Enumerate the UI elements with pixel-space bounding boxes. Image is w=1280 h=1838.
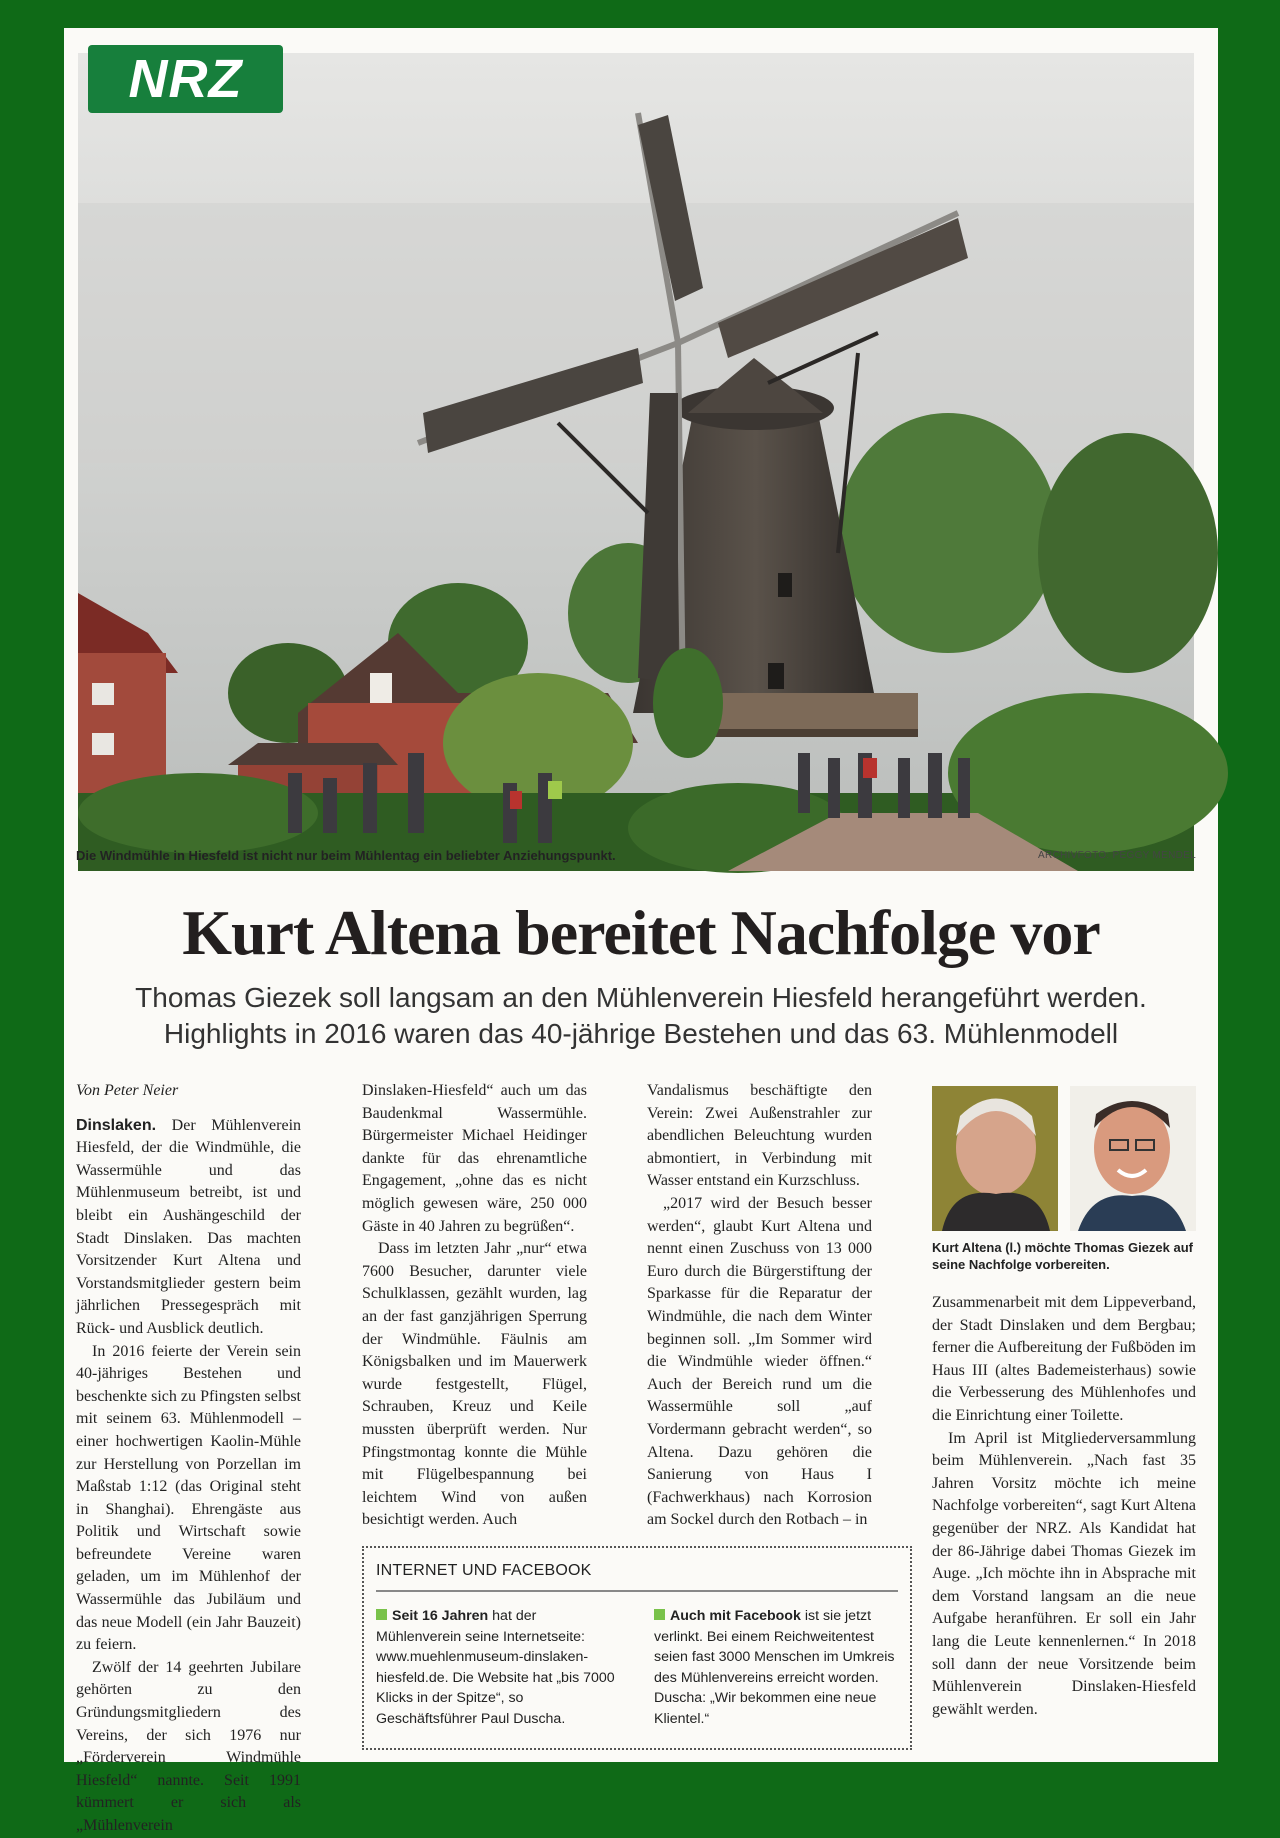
- subheadline: [64, 980, 1218, 1052]
- headline: Kurt Altena bereitet Nachfolge vor: [182, 897, 1100, 968]
- paragraph: Vandalismus beschäftigte den Verein: Zwei Außenstrahler zur abendlichen Beleuchtung wurden abmontiert, in Verbindung mit Wasser entstand ein Kurzschluss.: [647, 1082, 872, 1190]
- newspaper-page: [64, 28, 1218, 1834]
- paragraph: „2017 wird der Besuch besser werden“, glaubt Kurt Altena und nennt einen Zuschuss von 13 000 Euro durch die Bürgerstiftung der Sparkasse für die Reparatur der Windmühle, die nach dem Winter beginnen soll. „Im Sommer wird die Windmühle wieder öffnen.“ Auch der Bereich rund um die Wassermühle soll „auf Vordermann gebracht werden“, so Altena. Dazu gehören die Sanierung von Haus I (Fachwerkhaus) nach Korrosion am Sockel durch den Rotbach – in: [647, 1194, 872, 1529]
- info-lead: Seit 16 Jahren: [392, 1608, 489, 1624]
- paragraph: Dinslaken-Hiesfeld“ auch um das Baudenkmal Wassermühle. Bürgermeister Michael Heidinger dankte für das ehrenamtliche Engagement, „ohne das es nicht möglich gewesen wäre, 250 000 Gäste in 40 Jahren zu begrüßen“.: [362, 1082, 587, 1235]
- divider: [376, 1590, 898, 1592]
- paragraph: Zwölf der 14 geehrten Jubilare gehörten zu den Gründungsmitgliedern des Vereins, der sich 1976 nur „Förderverein Windmühle Hiesfeld“ nannte. Seit 1991 kümmert er sich als „Mühlenverein: [76, 1658, 301, 1834]
- info-text: ist sie jetzt verlinkt. Bei einem Reichweitentest seien fast 3000 Menschen im Umkreis des Mühlenvereins erreicht worden. Duscha: „Wir bekommen eine neue Klientel.“: [654, 1608, 895, 1727]
- nrz-logo: [88, 45, 283, 113]
- paragraph: Zusammenarbeit mit dem Lippeverband, der Stadt Dinslaken und dem Bergbau; ferner die Aufbereitung der Fußböden im Haus III (altes Bademeisterhaus) sowie die Verbesserung des Mühlenhofes und die Einrichtung einer Toilette.: [932, 1294, 1196, 1424]
- paragraph: In 2016 feierte der Verein sein 40-jähriges Bestehen und beschenkte sich zu Pfingsten selbst mit seinem 63. Mühlenmodell – einer hochwertigen Kaolin-Mühle zur Herstellung von Porzellan im Maßstab 1:12 (das Original steht in Shanghai). Ehrengäste aus Politik und Wirtschaft sowie befreundete Vereine waren geladen, um im Mühlenhof der Wassermühle das Jubiläum und das neue Modell (ein Jahr Bauzeit) zu feiern.: [76, 1342, 301, 1654]
- info-box-right: [654, 1606, 898, 1729]
- green-square-icon: [376, 1609, 387, 1620]
- article-column-3: [647, 1080, 872, 1532]
- info-lead: Auch mit Facebook: [670, 1608, 801, 1624]
- article-column-2: [362, 1080, 587, 1532]
- info-box-left: [376, 1606, 620, 1729]
- paragraph: Dass im letzten Jahr „nur“ etwa 7600 Besucher, darunter viele Schulklassen, gezählt wurden, lag an der fast ganzjährigen Sperrung der Windmühle. Fäulnis am Königsbalken und im Mauerwerk wurde festgestellt, Flügel, Schrauben, Kreuz und Keile mussten überprüft werden. Nur Pfingstmontag konnte die Mühle mit Flügelbespannung bei leichtem Wind von außen besichtigt werden. Auch: [362, 1240, 587, 1529]
- photo-caption: Die Windmühle in Hiesfeld ist nicht nur beim Mühlentag ein beliebter Anziehungspunkt.: [76, 848, 616, 863]
- photo-credit: ARCHIVFOTO: PEGGY MENDEL: [1038, 850, 1196, 861]
- article-column-4: [932, 1292, 1196, 1721]
- portrait-caption: Kurt Altena (l.) möchte Thomas Giezek auf seine Nachfolge vorbereiten.: [932, 1240, 1194, 1272]
- windmill-photo: [78, 53, 1194, 871]
- info-text: hat der Mühlenverein seine Internetseite: www.muehlenmuseum-dinslaken-hiesfeld.de. Die Website hat „bis 7000 Klicks in der Spitze“, so Geschäftsführer Paul Duscha.: [376, 1608, 615, 1727]
- portrait-photos: [932, 1086, 1196, 1231]
- subhead-line-1: Thomas Giezek soll langsam an den Mühlenverein Hiesfeld herangeführt werden.: [135, 982, 1147, 1013]
- paragraph: [76, 1115, 301, 1341]
- paragraph: Im April ist Mitgliederversammlung beim Mühlenverein. „Nach fast 35 Jahren Vorsitz möchte ich meine Nachfolge vorbereiten“, sagt Kurt Altena gegenüber der NRZ. Als Kandidat hat der 86-Jährige dabei Thomas Giezek im Auge. „Ich möchte ihn in Absprache mit dem Vorstand langsam an die neue Aufgabe heranführen. Er soll ein Jahr lang die Leute kennenlernen.“ In 2018 soll dann der neue Vorsitzende beim Mühlenverein Dinslaken-Hiesfeld gewählt werden.: [932, 1429, 1196, 1718]
- article-column-1: [76, 1080, 301, 1838]
- subhead-line-2: Highlights in 2016 waren das 40-jährige Bestehen und das 63. Mühlenmodell: [163, 1018, 1119, 1049]
- paragraph-text: Der Mühlenverein Hiesfeld, der die Windmühle, die Wassermühle und das Mühlenmuseum betreibt, ist und bleibt ein Aushängeschild der Stadt Dinslaken. Das machten Vorsitzender Kurt Altena und Vorstandsmitglieder gestern beim jährlichen Pressegespräch mit Rück- und Ausblick deutlich.: [76, 1116, 302, 1337]
- green-square-icon: [654, 1609, 665, 1620]
- dateline: Dinslaken.: [76, 1116, 157, 1134]
- info-box-title: INTERNET UND FACEBOOK: [376, 1562, 592, 1579]
- byline: Von Peter Neier: [76, 1082, 179, 1099]
- logo-text: NRZ: [128, 49, 243, 109]
- info-box: [362, 1546, 912, 1750]
